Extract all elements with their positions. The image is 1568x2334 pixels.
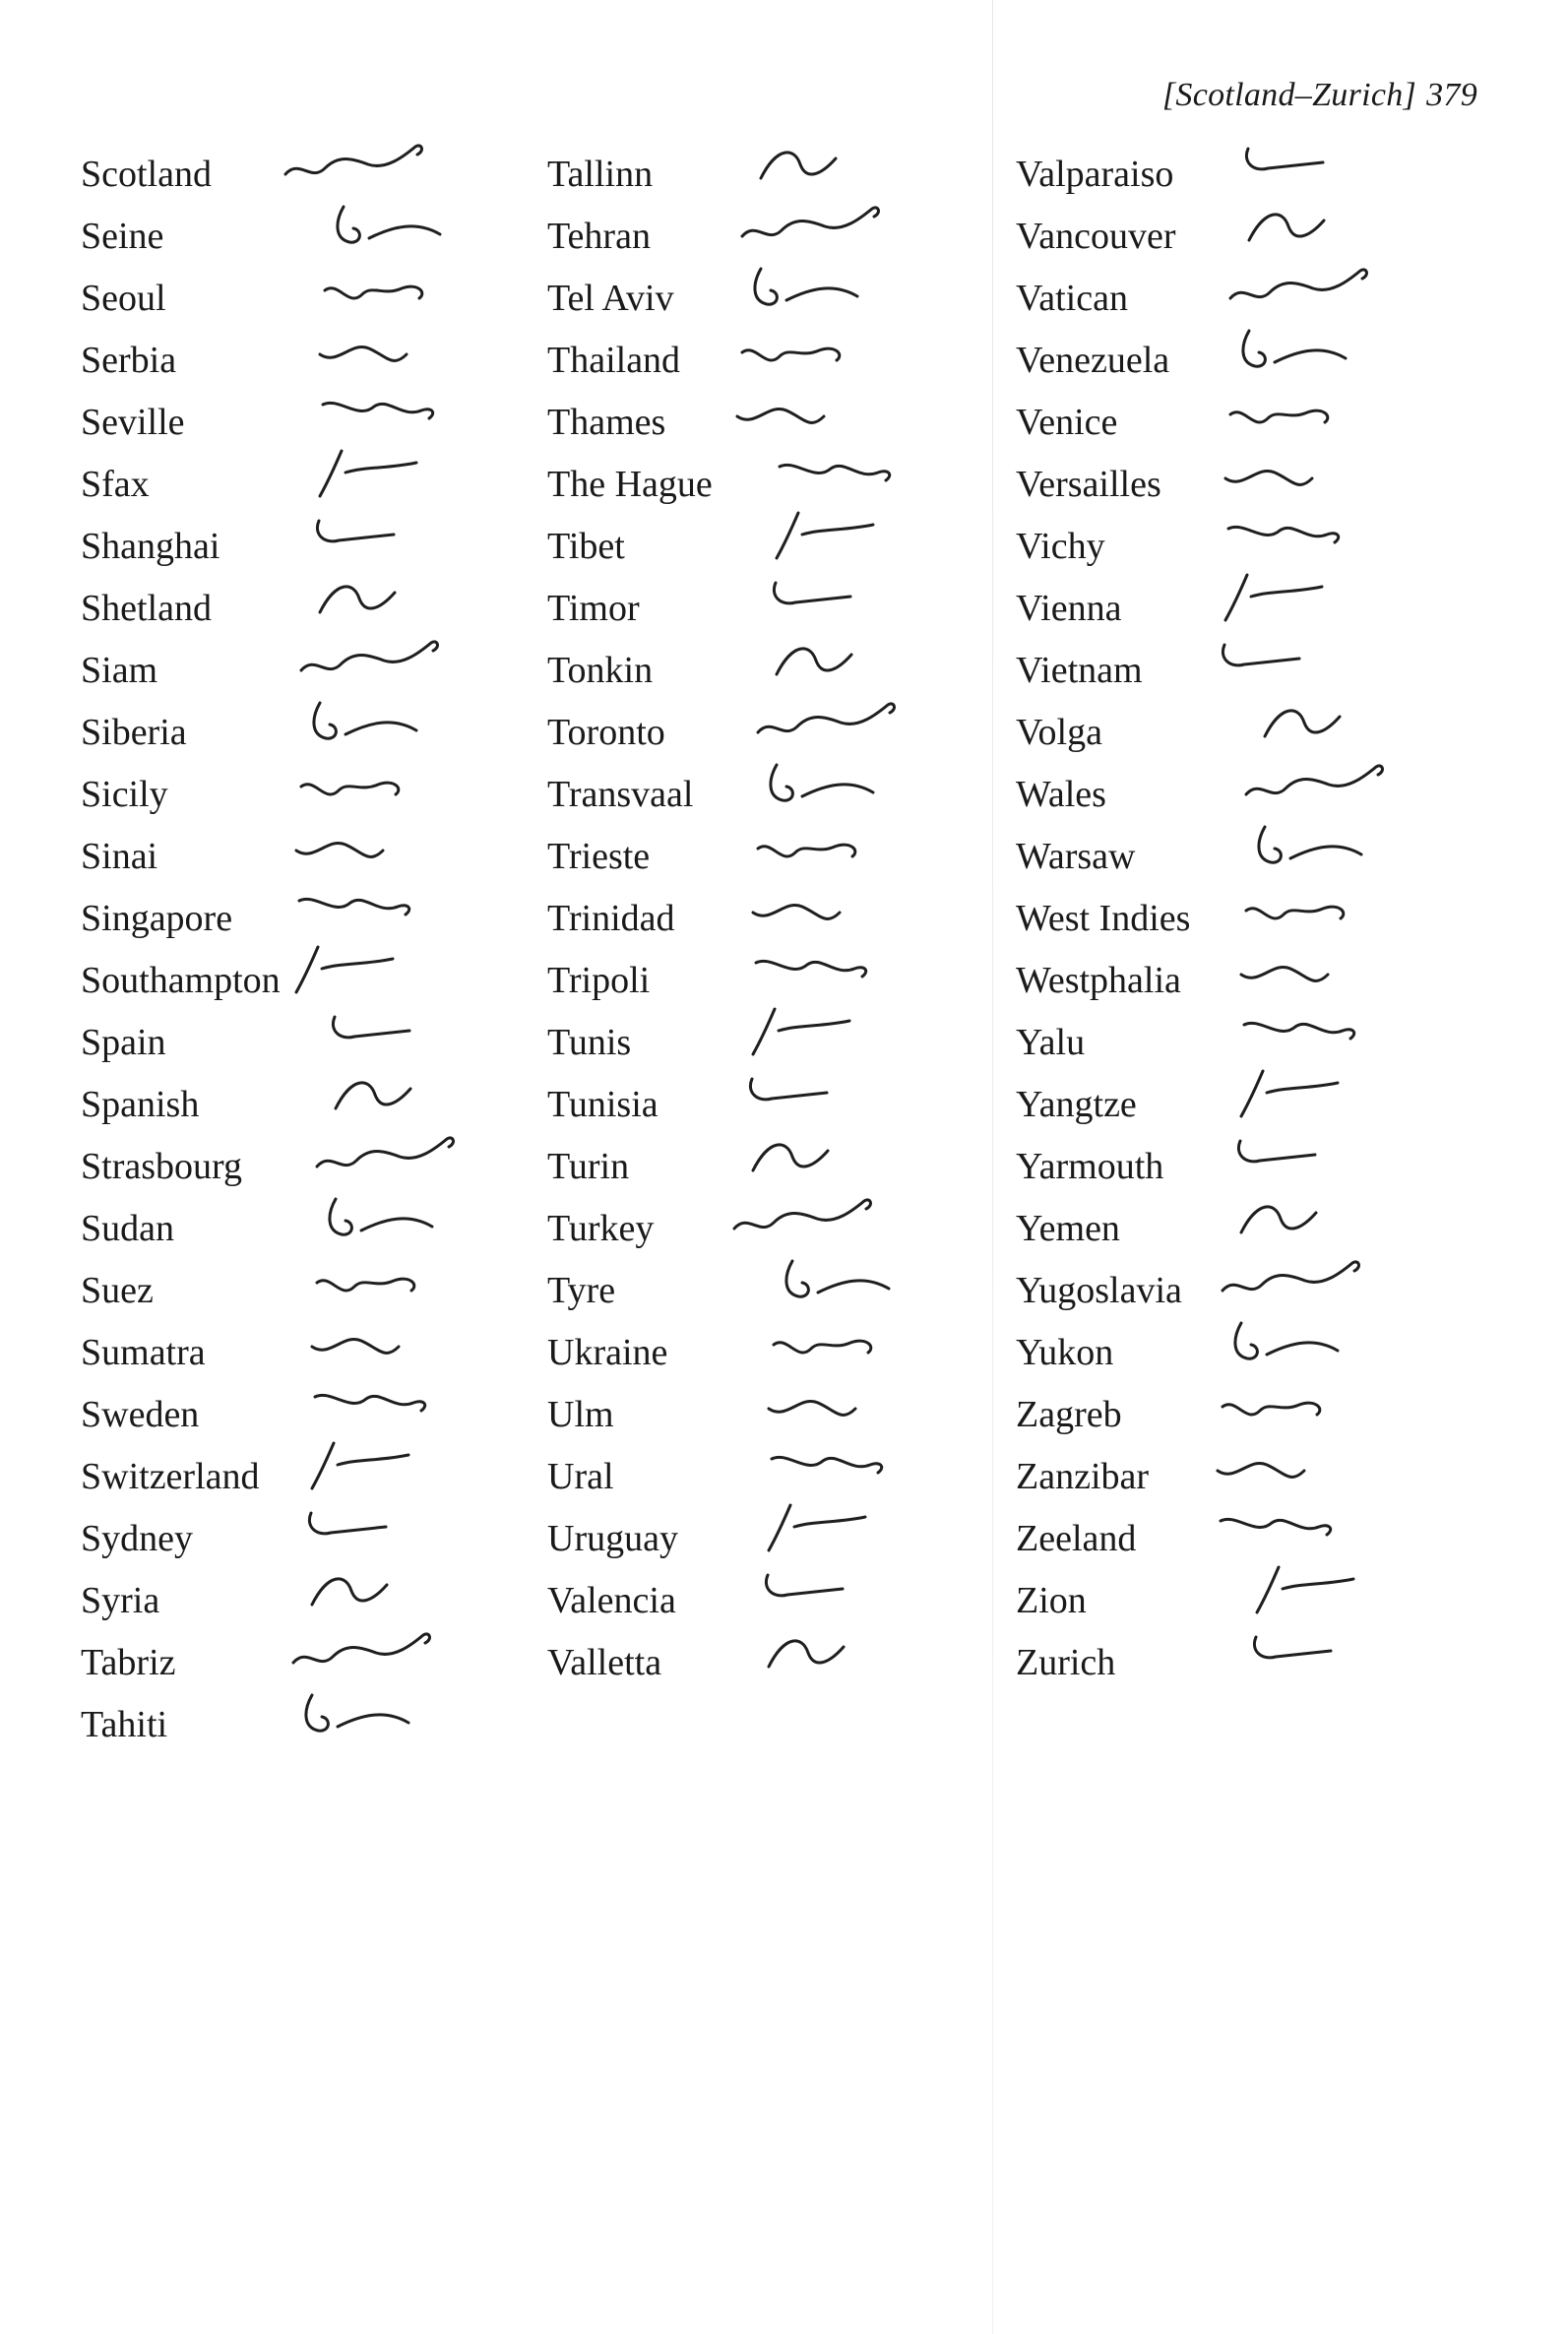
shorthand-stroke — [312, 1579, 387, 1605]
place-name: Ulm — [547, 1393, 614, 1435]
shorthand-stroke — [336, 1083, 410, 1108]
list-item — [81, 701, 514, 763]
shorthand-stroke — [774, 1341, 871, 1353]
shorthand-stroke — [1223, 1403, 1320, 1415]
list-item — [81, 453, 514, 515]
shorthand-stroke — [780, 465, 890, 480]
place-name: Zion — [1016, 1579, 1087, 1621]
shorthand-stroke — [312, 1443, 408, 1488]
list-item — [547, 1321, 980, 1383]
list-item — [1016, 143, 1449, 205]
place-name: Valparaiso — [1016, 153, 1174, 195]
page-header — [1162, 77, 1477, 114]
place-name: Thames — [547, 401, 666, 443]
list-item — [547, 1135, 980, 1197]
shorthand-stroke — [296, 947, 393, 992]
list-item — [547, 329, 980, 391]
place-name: Venice — [1016, 401, 1118, 443]
shorthand-stroke — [1223, 645, 1299, 665]
shorthand-stroke — [1225, 471, 1312, 484]
shorthand-stroke — [293, 1634, 429, 1663]
place-name: Shanghai — [81, 525, 220, 567]
shorthand-stroke — [734, 1200, 870, 1229]
place-name: Sicily — [81, 773, 168, 815]
place-name: Vancouver — [1016, 215, 1176, 257]
list-item — [1016, 1445, 1449, 1507]
list-item — [547, 267, 980, 329]
place-name: Suez — [81, 1269, 154, 1311]
shorthand-stroke — [301, 642, 437, 670]
list-item — [81, 1321, 514, 1383]
place-name: Westphalia — [1016, 959, 1181, 1001]
list-item — [81, 1569, 514, 1631]
shorthand-stroke — [312, 1339, 399, 1353]
shorthand-stroke — [1246, 907, 1344, 918]
place-name: Tallinn — [547, 153, 654, 195]
list-item — [81, 825, 514, 887]
place-name: Siam — [81, 649, 158, 691]
shorthand-stroke — [750, 1079, 827, 1100]
shorthand-stroke — [317, 521, 394, 541]
shorthand-stroke — [772, 1457, 882, 1473]
shorthand-stroke — [296, 843, 383, 856]
list-item — [81, 577, 514, 639]
shorthand-stroke — [1228, 527, 1339, 542]
list-item — [547, 1507, 980, 1569]
place-name: Vienna — [1016, 587, 1122, 629]
shorthand-stroke — [742, 208, 878, 236]
list-item — [547, 453, 980, 515]
shorthand-stroke — [786, 1261, 889, 1296]
shorthand-stroke — [1257, 1567, 1353, 1612]
place-name: Sfax — [81, 463, 150, 505]
list-item — [1016, 267, 1449, 329]
shorthand-stroke — [1246, 149, 1323, 169]
shorthand-stroke — [769, 1505, 865, 1550]
shorthand-stroke — [301, 783, 399, 794]
list-item — [81, 205, 514, 267]
shorthand-stroke — [315, 1395, 425, 1411]
shorthand-outline — [278, 129, 465, 208]
list-item — [547, 825, 980, 887]
list-item — [547, 205, 980, 267]
place-name: Tunis — [547, 1021, 632, 1063]
place-name: Warsaw — [1016, 835, 1136, 877]
list-item — [1016, 1631, 1449, 1693]
list-item — [1016, 1507, 1449, 1569]
list-item — [81, 949, 514, 1011]
list-item — [81, 1073, 514, 1135]
shorthand-stroke — [758, 845, 855, 856]
shorthand-stroke — [755, 269, 857, 304]
place-name: Zurich — [1016, 1641, 1116, 1683]
shorthand-stroke — [320, 451, 416, 496]
list-item — [81, 391, 514, 453]
list-item — [547, 1569, 980, 1631]
place-name: Ukraine — [547, 1331, 668, 1373]
place-name: Tehran — [547, 215, 651, 257]
shorthand-stroke — [1218, 1463, 1304, 1477]
place-name: Seoul — [81, 277, 166, 319]
shorthand-stroke — [753, 1145, 828, 1170]
place-name: Strasbourg — [81, 1145, 242, 1187]
list-item — [1016, 763, 1449, 825]
list-item — [1016, 205, 1449, 267]
list-item — [547, 391, 980, 453]
place-name: Tripoli — [547, 959, 651, 1001]
shorthand-stroke — [306, 1695, 408, 1731]
list-item — [1016, 1135, 1449, 1197]
place-name: Tabriz — [81, 1641, 176, 1683]
place-name: Yarmouth — [1016, 1145, 1164, 1187]
list-item — [547, 763, 980, 825]
list-item — [547, 1011, 980, 1073]
list-item — [547, 701, 980, 763]
list-item — [547, 143, 980, 205]
place-name: Sweden — [81, 1393, 200, 1435]
list-item — [547, 1631, 980, 1693]
page-gutter — [992, 0, 993, 2334]
place-name: Turin — [547, 1145, 630, 1187]
list-item — [81, 143, 514, 205]
place-name: Volga — [1016, 711, 1102, 753]
list-item — [81, 1259, 514, 1321]
place-name: Turkey — [547, 1207, 655, 1249]
page-number: 379 — [1426, 77, 1477, 113]
place-name: Tahiti — [81, 1703, 168, 1745]
place-name: The Hague — [547, 463, 713, 505]
shorthand-stroke — [769, 1641, 844, 1667]
shorthand-stroke — [766, 1575, 843, 1596]
shorthand-stroke — [761, 153, 836, 178]
column-1 — [81, 143, 514, 1755]
list-item — [547, 949, 980, 1011]
list-item — [547, 515, 980, 577]
place-name: Yalu — [1016, 1021, 1086, 1063]
list-item — [81, 639, 514, 701]
place-name: Yugoslavia — [1016, 1269, 1182, 1311]
list-item — [1016, 1073, 1449, 1135]
shorthand-stroke — [1225, 575, 1322, 620]
place-name: Tonkin — [547, 649, 654, 691]
place-name: Sydney — [81, 1517, 193, 1559]
list-item — [81, 1631, 514, 1693]
shorthand-stroke — [1241, 1071, 1338, 1116]
place-name: Vietnam — [1016, 649, 1143, 691]
list-item — [1016, 1569, 1449, 1631]
shorthand-stroke — [1230, 270, 1366, 298]
shorthand-outline — [737, 129, 924, 208]
shorthand-stroke — [317, 1279, 414, 1291]
shorthand-stroke — [774, 583, 850, 603]
page-range: [Scotland–Zurich] — [1161, 77, 1417, 113]
shorthand-stroke — [333, 1017, 409, 1038]
shorthand-stroke — [753, 905, 840, 918]
list-item — [81, 515, 514, 577]
place-name: Spanish — [81, 1083, 200, 1125]
list-item — [81, 763, 514, 825]
place-name: Vatican — [1016, 277, 1128, 319]
shorthand-stroke — [742, 348, 840, 360]
place-name: Venezuela — [1016, 339, 1170, 381]
shorthand-outline — [1228, 129, 1415, 208]
place-name: Sumatra — [81, 1331, 206, 1373]
place-name: Valletta — [547, 1641, 662, 1683]
list-item — [547, 577, 980, 639]
shorthand-stroke — [299, 899, 409, 915]
list-item — [547, 1445, 980, 1507]
shorthand-stroke — [325, 286, 422, 298]
shorthand-stroke — [317, 1138, 453, 1167]
list-item — [1016, 577, 1449, 639]
shorthand-stroke — [285, 146, 421, 174]
place-name: Yangtze — [1016, 1083, 1137, 1125]
shorthand-stroke — [330, 1199, 432, 1234]
place-name: Zeeland — [1016, 1517, 1137, 1559]
shorthand-stroke — [753, 1009, 849, 1054]
place-name: Switzerland — [81, 1455, 260, 1497]
list-item — [1016, 1321, 1449, 1383]
list-item — [547, 639, 980, 701]
list-item — [1016, 701, 1449, 763]
list-item — [81, 267, 514, 329]
list-item — [1016, 1011, 1449, 1073]
shorthand-stroke — [1243, 331, 1346, 366]
place-name: Seine — [81, 215, 164, 257]
shorthand-stroke — [758, 704, 894, 732]
place-name: Sudan — [81, 1207, 174, 1249]
shorthand-stroke — [323, 403, 433, 418]
list-item — [1016, 825, 1449, 887]
list-item — [81, 329, 514, 391]
shorthand-stroke — [1254, 1637, 1331, 1658]
place-name: Syria — [81, 1579, 160, 1621]
place-name: Valencia — [547, 1579, 676, 1621]
place-name: Sinai — [81, 835, 158, 877]
list-item — [547, 1197, 980, 1259]
list-item — [1016, 515, 1449, 577]
shorthand-stroke — [771, 765, 873, 800]
list-item — [81, 887, 514, 949]
place-name: Toronto — [547, 711, 665, 753]
place-name: Southampton — [81, 959, 281, 1001]
shorthand-stroke — [1223, 1262, 1358, 1291]
place-name: Trinidad — [547, 897, 675, 939]
place-name: West Indies — [1016, 897, 1191, 939]
list-item — [1016, 949, 1449, 1011]
list-item — [1016, 391, 1449, 453]
place-name: Thailand — [547, 339, 681, 381]
list-item — [547, 1259, 980, 1321]
shorthand-stroke — [320, 347, 407, 360]
shorthand-stroke — [1221, 1519, 1331, 1535]
place-name: Tunisia — [547, 1083, 659, 1125]
shorthand-stroke — [769, 1401, 855, 1415]
place-name: Siberia — [81, 711, 187, 753]
place-name: Seville — [81, 401, 185, 443]
place-name: Tel Aviv — [547, 277, 674, 319]
place-name: Vichy — [1016, 525, 1105, 567]
place-name: Zanzibar — [1016, 1455, 1150, 1497]
place-name: Shetland — [81, 587, 212, 629]
list-item — [547, 887, 980, 949]
list-item — [81, 1011, 514, 1073]
shorthand-stroke — [737, 409, 824, 422]
shorthand-stroke — [309, 1513, 386, 1534]
shorthand-stroke — [777, 649, 851, 674]
list-item — [1016, 329, 1449, 391]
shorthand-stroke — [338, 207, 440, 242]
list-item — [1016, 1383, 1449, 1445]
place-name: Trieste — [547, 835, 651, 877]
place-name: Tyre — [547, 1269, 616, 1311]
shorthand-stroke — [777, 513, 873, 558]
shorthand-stroke — [1238, 1141, 1315, 1162]
list-item — [81, 1383, 514, 1445]
shorthand-stroke — [320, 587, 395, 612]
shorthand-stroke — [1235, 1323, 1338, 1358]
list-item — [81, 1693, 514, 1755]
place-name: Yemen — [1016, 1207, 1120, 1249]
place-name: Timor — [547, 587, 640, 629]
place-name: Wales — [1016, 773, 1106, 815]
list-item — [1016, 1197, 1449, 1259]
place-name: Scotland — [81, 153, 212, 195]
shorthand-stroke — [1259, 827, 1361, 862]
column-2 — [547, 143, 980, 1693]
shorthand-stroke — [1249, 215, 1324, 240]
place-name: Transvaal — [547, 773, 694, 815]
shorthand-stroke — [1241, 967, 1328, 980]
list-item — [547, 1383, 980, 1445]
place-name: Singapore — [81, 897, 233, 939]
list-item — [1016, 1259, 1449, 1321]
list-item — [1016, 639, 1449, 701]
list-item — [547, 1073, 980, 1135]
place-name: Versailles — [1016, 463, 1161, 505]
list-item — [1016, 453, 1449, 515]
shorthand-stroke — [1230, 410, 1328, 422]
place-name: Uruguay — [547, 1517, 678, 1559]
list-item — [1016, 887, 1449, 949]
list-item — [81, 1197, 514, 1259]
shorthand-stroke — [314, 703, 416, 738]
list-item — [81, 1445, 514, 1507]
shorthand-stroke — [1246, 766, 1382, 794]
column-3 — [1016, 143, 1449, 1693]
place-name: Tibet — [547, 525, 625, 567]
shorthand-stroke — [1265, 711, 1340, 736]
place-name: Ural — [547, 1455, 614, 1497]
shorthand-stroke — [1244, 1023, 1354, 1039]
shorthand-stroke — [1241, 1207, 1316, 1232]
place-name: Serbia — [81, 339, 177, 381]
place-name: Zagreb — [1016, 1393, 1122, 1435]
list-item — [81, 1507, 514, 1569]
place-name: Yukon — [1016, 1331, 1114, 1373]
shorthand-stroke — [756, 961, 866, 977]
list-item — [81, 1135, 514, 1197]
place-name: Spain — [81, 1021, 166, 1063]
